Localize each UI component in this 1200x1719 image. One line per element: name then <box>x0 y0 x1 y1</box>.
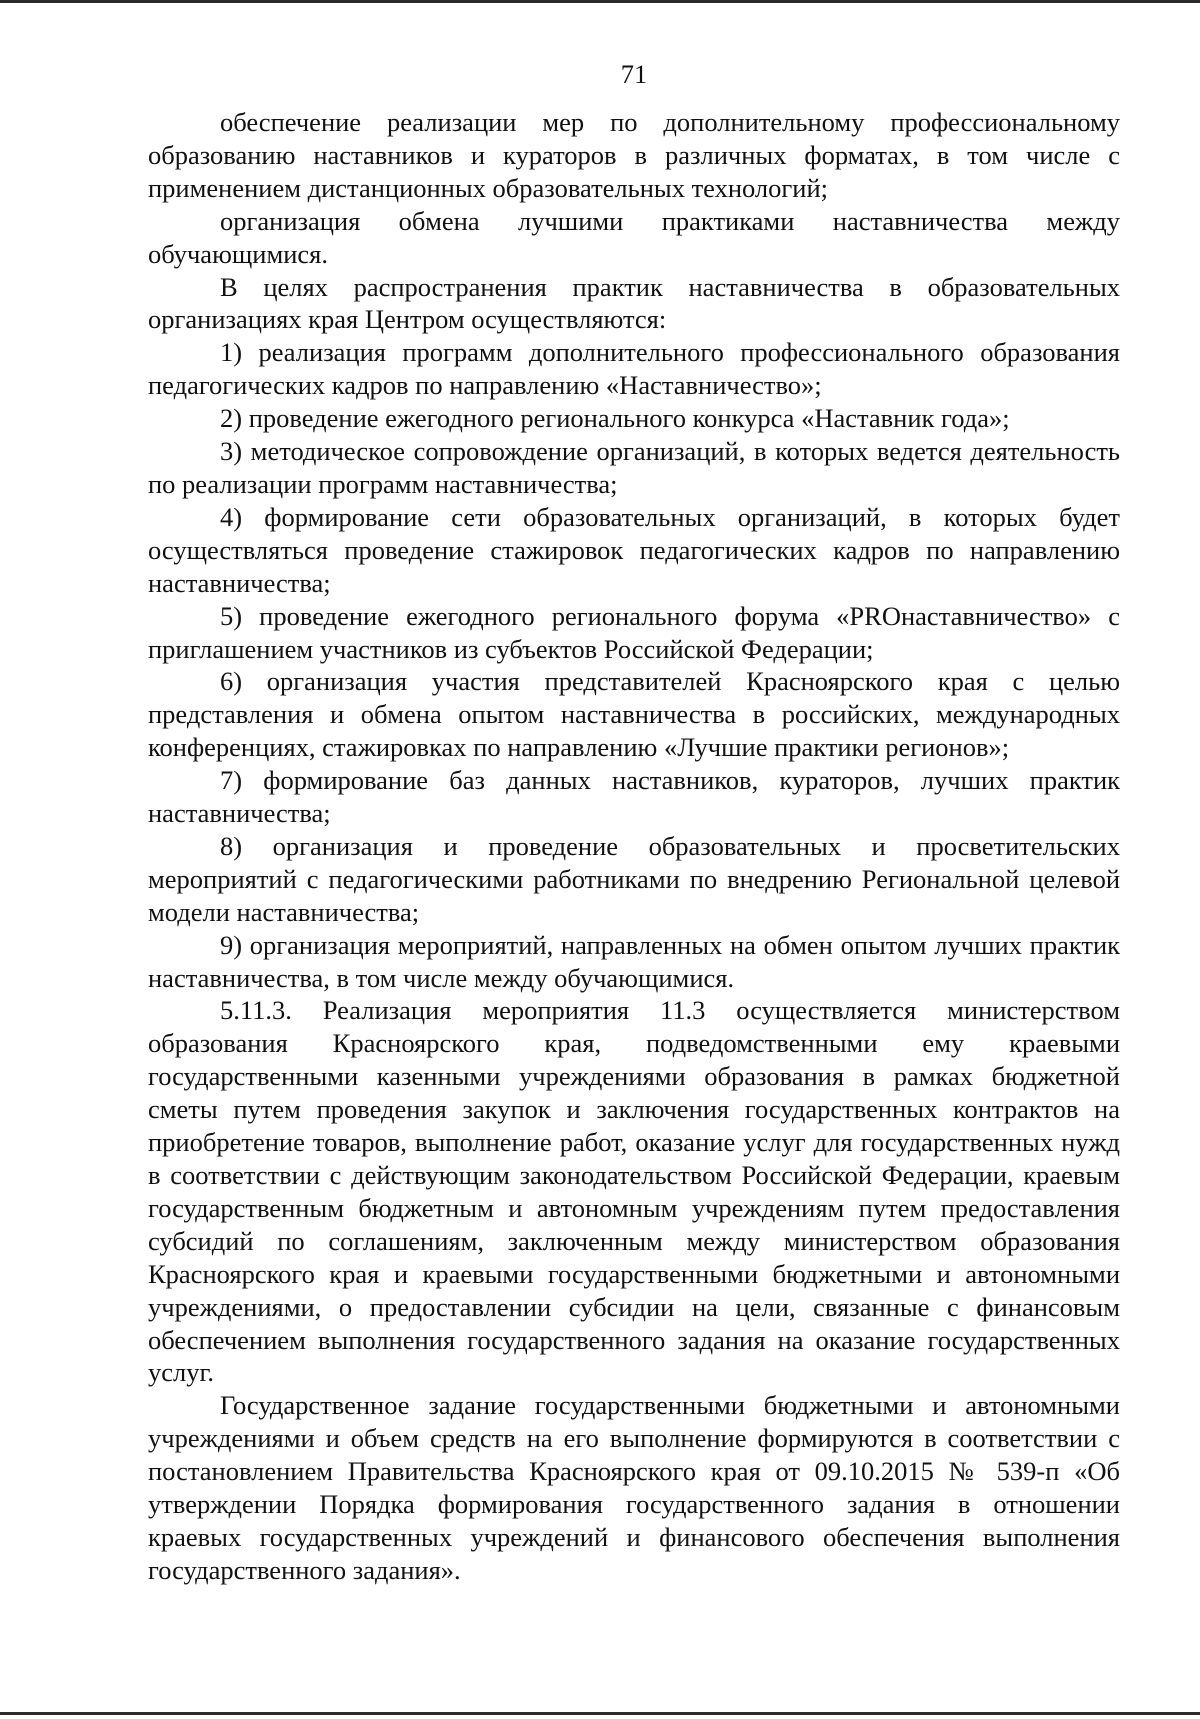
list-item-2: 2) проведение ежегодного регионального конкурса «Наставник года»; <box>220 403 1010 434</box>
list-item-5: 5) проведение ежегодного регионального форума «PROнаставничество» с приглашением участников из субъектов Российской Федерации; <box>148 600 1120 664</box>
list-item-8: 8) организация и проведение образовательных и просветительских мероприятий с педагогическими работниками по внедрению Региональной целевой модели наставничества; <box>148 830 1120 927</box>
list-item-6: 6) организация участия представителей Красноярского края с целью представления и обмена опытом наставничества в российских, международных конференциях, стажировках по направлению «Лучшие практики регионов»; <box>148 666 1120 763</box>
section-5-11-3: 5.11.3. Реализация мероприятия 11.3 осуществляется министерством образования Красноярского края, подведомственными ему краевыми государственными казенными учреждениями образования в рамках бюджетной сметы путем проведения закупок и заключения государственных контрактов на приобретение товаров, выполнение работ, оказание услуг для государственных нужд в соответствии с действующим законодательством Российской Федерации, краевым государственным бюджетным и автономным учреждениям путем предоставления субсидий по соглашениям, заключенным между министерством образования Красноярского края и краевыми государственными бюджетными и автономными учреждениями, о предоставлении субсидии на цели, связанные с финансовым обеспечением выполнения государственного задания на оказание государственных услуг. <box>148 995 1120 1388</box>
paragraph-center-activities-intro: В целях распространения практик наставничества в образовательных организациях края Центром осуществляются: <box>148 271 1120 335</box>
page-number: 71 <box>620 59 648 89</box>
document-page <box>148 58 1120 1587</box>
list-item-9: 9) организация мероприятий, направленных на обмен опытом лучших практик наставничества, в том числе между обучающимися. <box>148 929 1120 993</box>
paragraph-mentor-training: обеспечение реализации мер по дополнительному профессиональному образованию наставников и кураторов в различных форматах, в том числе с применением дистанционных образовательных технологий; <box>148 107 1120 203</box>
list-item-1: 1) реализация программ дополнительного профессионального образования педагогических кадров по направлению «Наставничество»; <box>148 337 1120 401</box>
paragraph-state-assignment: Государственное задание государственными бюджетными и автономными учреждениями и объем средств на его выполнение формируются в соответствии с постановлением Правительства Красноярского края от 09.10.2015 № 539-п «Об утверждении Порядка формирования государственного задания в отношении краевых государственных учреждений и финансового обеспечения выполнения государственного задания». <box>148 1390 1120 1585</box>
scan-top-border <box>0 0 1200 3</box>
paragraph-practice-exchange: организация обмена лучшими практиками наставничества между обучающимися. <box>148 205 1120 269</box>
list-item-7: 7) формирование баз данных наставников, кураторов, лучших практик наставничества; <box>148 765 1120 829</box>
list-item-3: 3) методическое сопровождение организаций, в которых ведется деятельность по реализации программ наставничества; <box>148 436 1120 499</box>
scan-bottom-border <box>0 1712 1200 1715</box>
list-item-4: 4) формирование сети образовательных организаций, в которых будет осуществляться проведение стажировок педагогических кадров по направлению наставничества; <box>148 501 1120 598</box>
